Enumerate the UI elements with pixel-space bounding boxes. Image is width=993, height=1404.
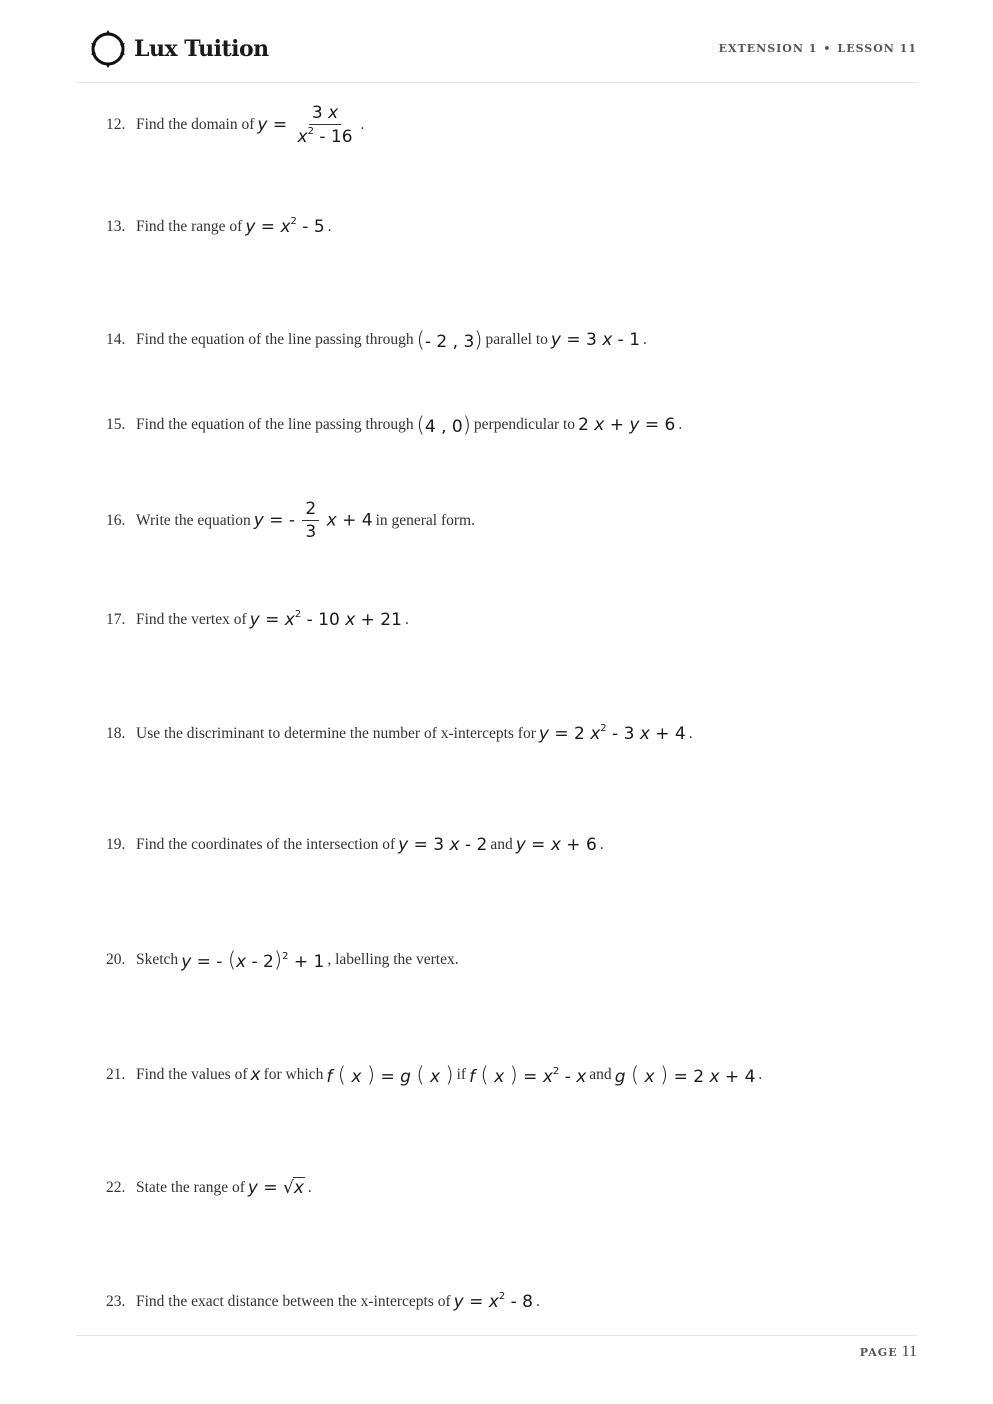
math-expression: y = - (x - 2)$^2$ + 1 [181, 948, 325, 972]
question-21: 21. Find the values of x for which f ( x ) = g ( x ) if f ( x ) = $x^2$ - x and g ( x ) = 2 x + 4 . [106, 1063, 763, 1087]
question-number: 15. [106, 416, 126, 433]
math-expression: $y = x^2 - 8$ [453, 1291, 533, 1312]
page-number [860, 1343, 917, 1361]
question-number: 14. [106, 331, 126, 348]
brand-name: Lux Tuition [134, 36, 269, 62]
question-17: 17. Find the vertex of $y = x^2 - 10$ x + 21 . [106, 609, 409, 630]
question-number: 19. [106, 836, 126, 853]
question-text: Find the vertex of [136, 610, 247, 628]
math-expression: y = x + 6 [515, 835, 597, 855]
question-14: 14. Find the equation of the line passing through (- 2 , 3) parallel to y = 3 x - 1 . [106, 328, 647, 352]
question-text: State the range of [136, 1179, 245, 1196]
question-text: Write the equation [136, 511, 251, 529]
math-expression: y = 2 $x^2 - 3$ x + 4 [538, 723, 686, 744]
footer-divider [76, 1335, 917, 1336]
math-point: (4 , 0) [416, 413, 471, 437]
question-number: 22. [106, 1179, 126, 1196]
question-20: 20. Sketch y = - (x - 2)$^2$ + 1 , labelling the vertex. [106, 948, 459, 972]
page-header [76, 24, 917, 83]
question-15: 15. Find the equation of the line passing through (4 , 0) perpendicular to 2 x + y = 6 . [106, 413, 683, 437]
math-expression: y = - $\frac{2}{3}$ x + 4 [253, 499, 373, 542]
question-text: Find the values of [136, 1066, 248, 1083]
math-expression: f ( x ) = g ( x ) [326, 1063, 454, 1087]
question-22: 22. State the range of y = √x . [106, 1178, 312, 1198]
math-expression: y = $\frac{3 x}{x^2 - 16}$ [257, 103, 353, 147]
question-number: 21. [106, 1066, 126, 1083]
question-12: 12. Find the domain of y = $\frac{3 x}{x^2 - 16}$ . [106, 103, 365, 147]
question-18: 18. Use the discriminant to determine the number of x-intercepts for y = 2 $x^2 - 3$ x + 4 . [106, 723, 693, 744]
question-number: 23. [106, 1292, 126, 1310]
question-13: 13. Find the range of $y = x^2 - 5$ . [106, 216, 332, 237]
math-expression: y = √x [247, 1178, 304, 1198]
question-number: 12. [106, 116, 126, 133]
lesson-number: LESSON 11 [837, 42, 917, 55]
math-expression: $y = x^2 - 5$ [245, 216, 325, 237]
question-text: Find the equation of the line passing through [136, 416, 414, 433]
lesson-label [719, 42, 917, 55]
math-expression: g ( x ) = 2 x + 4 [614, 1063, 756, 1087]
question-text: Sketch [136, 951, 179, 968]
page-label: PAGE [859, 1346, 898, 1359]
math-point: (- 2 , 3) [416, 328, 483, 352]
question-23: 23. Find the exact distance between the x-intercepts of $y = x^2 - 8$ . [106, 1291, 540, 1312]
brand-logo [90, 28, 269, 70]
math-expression: $y = x^2 - 10$ x + 21 [249, 609, 402, 630]
math-expression: f ( x ) = $x^2$ - x [469, 1063, 587, 1087]
question-text: Find the range of [136, 217, 243, 235]
question-text: Find the coordinates of the intersection of [136, 836, 396, 853]
math-expression: 2 x + y = 6 [578, 415, 676, 435]
math-expression: y = 3 x - 2 [398, 835, 488, 855]
question-16: 16. Write the equation y = - $\frac{2}{3}$ x + 4 in general form. [106, 499, 475, 542]
question-number: 20. [106, 951, 126, 968]
course-name: EXTENSION 1 [718, 42, 818, 55]
ring-logo-icon [90, 28, 126, 70]
question-text: Find the equation of the line passing through [136, 331, 414, 348]
question-text: Find the exact distance between the x-intercepts of [136, 1292, 451, 1310]
question-number: 16. [106, 511, 126, 529]
math-variable: x [250, 1065, 261, 1085]
question-number: 18. [106, 724, 126, 742]
math-expression: y = 3 x - 1 [550, 330, 641, 350]
question-19: 19. Find the coordinates of the intersection of y = 3 x - 2 and y = x + 6 . [106, 835, 604, 855]
question-text: Find the domain of [136, 116, 255, 133]
question-number: 17. [106, 610, 126, 628]
question-number: 13. [106, 217, 126, 235]
separator: • [823, 42, 832, 55]
page-number-value: 11 [901, 1343, 917, 1360]
question-text: Use the discriminant to determine the number of x-intercepts for [136, 724, 536, 742]
